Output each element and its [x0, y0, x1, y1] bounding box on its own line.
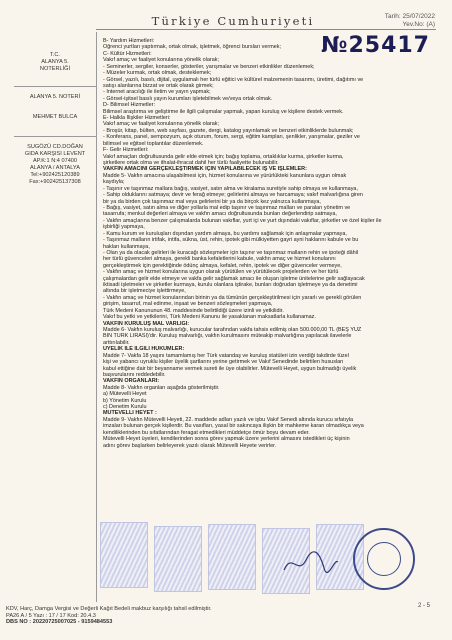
body-line: Madde 8- Vakfın organları aşağıda gösterilmiştir. — [103, 384, 220, 391]
yev-label: Yev.No: (A) — [402, 21, 435, 28]
revenue-stamp — [100, 522, 148, 588]
body-line: C- Kültür Hizmetleri: — [103, 50, 152, 57]
body-line: işbirliği yapmaya, — [103, 224, 145, 231]
body-line: her türlü güvenceleri almaya, gerekli banka kefaletlerini kabule, vakfın amaç ve hizmet konularını — [103, 256, 336, 263]
body-line: kendiliklerinden bu sıfatlarından feragat etmedikleri müddetçe ömür boyu devam eder. — [103, 429, 310, 436]
address-line-4: ALANYA / ANTALYA — [30, 165, 80, 171]
body-line: başvurularını reddedebilir. — [103, 371, 166, 378]
body-line: Madde 7- Vakfa 18 yaşını tamamlamış her Türk vatandaş ve kuruluş statüleri izin verdiği takdirde tüzel — [103, 352, 349, 359]
body-line: MÜTEVELLİ HEYET : — [103, 410, 157, 417]
body-line: Vakıf amaç ve faaliyet konularına yönelik olarak; — [103, 57, 219, 64]
body-line: Vakıf amaçları doğrultusunda gelir elde etmek için; bağış toplama, ortaklıklar kurma, şirketler kurma, — [103, 153, 344, 160]
body-line: Madde 6- Vakfın kuruluş malvarlığı, kurucular tarafından vakfa tahsis edilmiş olan 500.000,00 TL (BEŞ YÜZ — [103, 326, 362, 333]
body-line: ÜYELİK İLE İLGİLİ HÜKÜMLER: — [103, 346, 185, 353]
body-line: Bilimsel araştırma ve geliştirme ile ilgili çalışmalar yapmak, yapan kuruluş ve kişilere destek vermek. — [103, 108, 344, 115]
body-line: - Müzeler kurmak, ortak olmak, desteklemek; — [103, 70, 212, 77]
body-line: - Olan ya da olacak gelirleri ile kuracağı sözleşmeler için taşınır ve taşınmaz malların rehin ve ipoteği dâhil — [103, 249, 359, 256]
serial-prefix: № — [320, 33, 349, 58]
body-line: - Sahip olduklarını satmaya; devir ve ferağ etmeye; gelirlerini almaya ve harcamaya; vakıf malvarlığına giren — [103, 192, 363, 199]
body-line: F- Gelir Hizmetleri: — [103, 147, 149, 154]
body-line: - Görsel, yazılı, basılı, dijital, uygulamalı her türlü eğitici ve kültürel malzemenin tasarımı, üretimi, dağıtımı ve — [103, 76, 364, 83]
body-line: imzaları bulunan gerçek kişilerdir. Bu vasıfları, yasal bir sakıncaya ilişkin bir mahkeme kararı olmadıkça veya — [103, 423, 364, 430]
body-line: iktisadi işletmeler ve şirketler kurmaya, kurulu olanlara iştirake, bunları doğrudan işletmeye ya da denetimi — [103, 282, 358, 289]
body-line: altında bir işletmeciye işlettirmeye, — [103, 288, 186, 295]
notary-person: MEHMET BULCA — [32, 114, 78, 120]
body-line: E- Halkla İlişkiler Hizmetleri: — [103, 115, 171, 122]
body-line: Madde 9- Vakfın Mütevelli Heyeti, 22. maddede adları yazılı ve işbu Vakıf Senedi altında kurucu sıfatıyla — [103, 416, 354, 423]
body-line: - İnternet aracılığı ile iletim ve yayın yapmak; — [103, 89, 211, 96]
body-line: Mütevelli Heyet üyeleri, kendilerinden sonra görev yapmak üzere yerlerini almasını istedikleri üç kişinin — [103, 436, 350, 443]
seal-inner-ring — [367, 542, 401, 576]
body-line: bilimsel ve eğitsel toplantılar düzenlemek. — [103, 140, 204, 147]
document-body — [103, 38, 437, 449]
document-title: Türkiye Cumhuriyeti — [151, 14, 315, 28]
body-line: - Bağış, vasiyet, satın alma ve diğer yollarla mal edip taşınır ve taşınmaz malları ve paraları yönetim ve — [103, 204, 351, 211]
body-line: satışı alanlarına bizzat ve ortak olarak girmek; — [103, 82, 214, 89]
body-line: - Görsel-işitsel basılı yayın kurumları işletebilmek ve/veya ortak olmak. — [103, 95, 273, 102]
body-line: adını görev başlarken belirleyerek yazılı olarak Mütevelli Heyete verirler. — [103, 442, 277, 449]
body-line: - Seminerler, sergiler, konserler, gösteriler, yarışmalar ve benzeri etkinlikler düzenlemek; — [103, 63, 315, 70]
body-line: - Konferans, panel, sempozyum, açık oturum, forum, sergi, eğitim kampları, şenlikler, yarışmalar, geziler ve — [103, 134, 360, 141]
body-line: hakları kullanmaya, — [103, 243, 150, 250]
date-label: Tarih: 25/07/2022 — [384, 13, 435, 20]
left-column-divider — [96, 32, 97, 602]
body-line: tasarrufa; menkul değerleri almaya ve vakfın amacı doğrultusunda bunları değerlendirip satmaya, — [103, 211, 337, 218]
address-line-1: SUGÖZÜ CD.DOĞAN — [27, 144, 83, 150]
body-line: şirketlere ortak olma ve ithalat-ihracat dahil her türlü faaliyette bulunabilir. — [103, 160, 279, 167]
header-rule — [96, 29, 436, 30]
body-line: çalışmalardan gelir elde etmeye ve vakfa gelir sağlamak amacı ile oluşan işletme ünitelerine gelir sağlayacak — [103, 275, 365, 282]
footer-code: PA26 A / 5 Yazı : 17 / 17 Kod: 20.4.3 — [6, 612, 96, 619]
body-line: VAKFIN ORGANLARI: — [103, 378, 160, 385]
body-line: bir ya da birden çok taşınmaz mal veya gelirlerini bir ya da birçok kez yalnızca kullanmaya, — [103, 198, 321, 205]
left-separator — [14, 136, 96, 137]
body-line: Madde 5- Vakfın amacına ulaşabilmesi için, hizmet konularına ve yürürlükteki kanunlara uygun olmak — [103, 172, 347, 179]
body-line: - Vakfın amaçlarına benzer çalışmalarda bulunan vakıflar, yurt içi ve yurt dışındaki vakıflar, şirketler ve özel kişiler ile — [103, 217, 382, 224]
body-line: kişi ve yabancı uyruklu kişiler üyelik şartlarını yerine getirmek ve Vakıf Senedinde belirtilen hususları — [103, 359, 344, 366]
body-line: - Broşür, kitap, bülten, web sayfası, gazete, dergi, katalog yayınlamak ve benzeri etkinliklerde bulunmak; — [103, 127, 354, 134]
body-line: b) Yönetim Kurulu — [103, 397, 147, 404]
body-line: Vakıf bu yetki ve yetkilerini, Türk Medeni Kanunu ile yasaklanan maksatlarla kullanamaz. — [103, 314, 316, 321]
notary-seal — [353, 528, 415, 590]
address-phone: Tel:+902425120389 — [30, 172, 80, 178]
notary-top-line-2: ALANYA 5. — [41, 59, 69, 65]
body-line: a) Mütevelli Heyet — [103, 391, 147, 398]
body-line: Öğrenci yurtları yaptırmak, ortak olmak, işletmek, öğrenci bursları vermek; — [103, 44, 281, 51]
body-line: Vakıf amaç ve faaliyet konularına yönelik olarak; — [103, 121, 219, 128]
footer-tax-note: KDV, Harç, Damga Vergisi ve Değerli Kağıt Bedeli makbuz karşılığı tahsil edilmiştir. — [6, 606, 212, 612]
address-line-3: AP.K:1 N:4 07400 — [32, 158, 78, 164]
body-line: kaydıyla; — [103, 179, 125, 186]
body-line: arttırılabilir. — [103, 339, 130, 346]
notary-office-block — [14, 52, 96, 73]
signature — [280, 548, 340, 578]
body-line: D- Bilimsel Hizmetler: — [103, 102, 155, 109]
body-line: - Taşınmaz malların irtifak, intifa, sükna, üst, rehin, ipotek gibi mülkiyetten gayri ayni haklarını kabule ve bu — [103, 237, 359, 244]
footer — [6, 606, 306, 626]
body-line: - Vakfın amaç ve hizmet konularına uygun olarak yürütülen ve yürütülecek projelerden ve her türlü — [103, 269, 339, 276]
revenue-stamp — [208, 524, 256, 590]
left-separator — [14, 86, 96, 87]
footer-dbs-number: DBS NO : 20220725007025 - 9159484553 — [6, 619, 113, 626]
body-line: Türk Medeni Kanununun 48. maddesinde belirtildiği üzere izinli ve yetkilidir. — [103, 307, 284, 314]
address-fax: Fax:+902425137308 — [29, 179, 81, 185]
body-line: - Kamu kurum ve kuruluşları dışından yardım almaya, bu yardımı sağlamak için anlaşmalar yapmaya, — [103, 230, 347, 237]
body-line: kabul ettiğine dair bir beyanname vermek sureti ile üye olabilirler. Mütevelli Heyet, uygun bulmadığı üyelik — [103, 365, 357, 372]
body-line: gerçekleştirmek için gerektiğinde ödünç almaya, kefalet, rehin, ipotek ve diğer güvenceler vermeye, — [103, 262, 342, 269]
revenue-stamp — [154, 526, 202, 592]
body-line: B- Yardım Hizmetleri: — [103, 38, 155, 44]
body-line: VAKFIN KURULUŞ MAL VARLIĞI: — [103, 320, 190, 327]
notary-name: ALANYA 5. NOTERİ — [29, 94, 81, 100]
date-box — [385, 13, 435, 29]
address-line-2: GIDA KARŞISI LEVENT — [24, 151, 86, 157]
page-number: 2 - 5 — [417, 603, 430, 609]
serial-value: 25417 — [348, 33, 430, 58]
notary-top-line-1: T.C. — [50, 52, 60, 58]
body-line: girişim, tasarruf, mal edinme, inşaat ve benzeri sözleşmeleri yapmaya, — [103, 301, 273, 308]
body-line: VAKFIN AMACINI GERÇEKLEŞTİRMEK İÇİN YAPILABİLECEK İŞ VE İŞLEMLER: — [103, 166, 307, 173]
notary-address-block — [14, 144, 96, 186]
notary-top-line-3: NOTERLİĞİ — [39, 66, 71, 72]
body-line: c) Denetim Kurulu — [103, 404, 147, 411]
body-line: BİN TÜRK LİRASI)'dir. Kuruluş malvarlığı, vakfın kurulmasını müteakip malvarlığına yapılacak ilavelerle — [103, 333, 352, 340]
body-line: - Vakfın amaç ve hizmet konularından birinin ya da tümünün gerçekleştirilmesi için yararlı ve gerekli görülen — [103, 294, 362, 301]
body-line: - Taşınır ve taşınmaz mallara bağış, vasiyet, satın alma ve kiralama suretiyle sahip olmaya ve kullanmaya, — [103, 185, 358, 192]
